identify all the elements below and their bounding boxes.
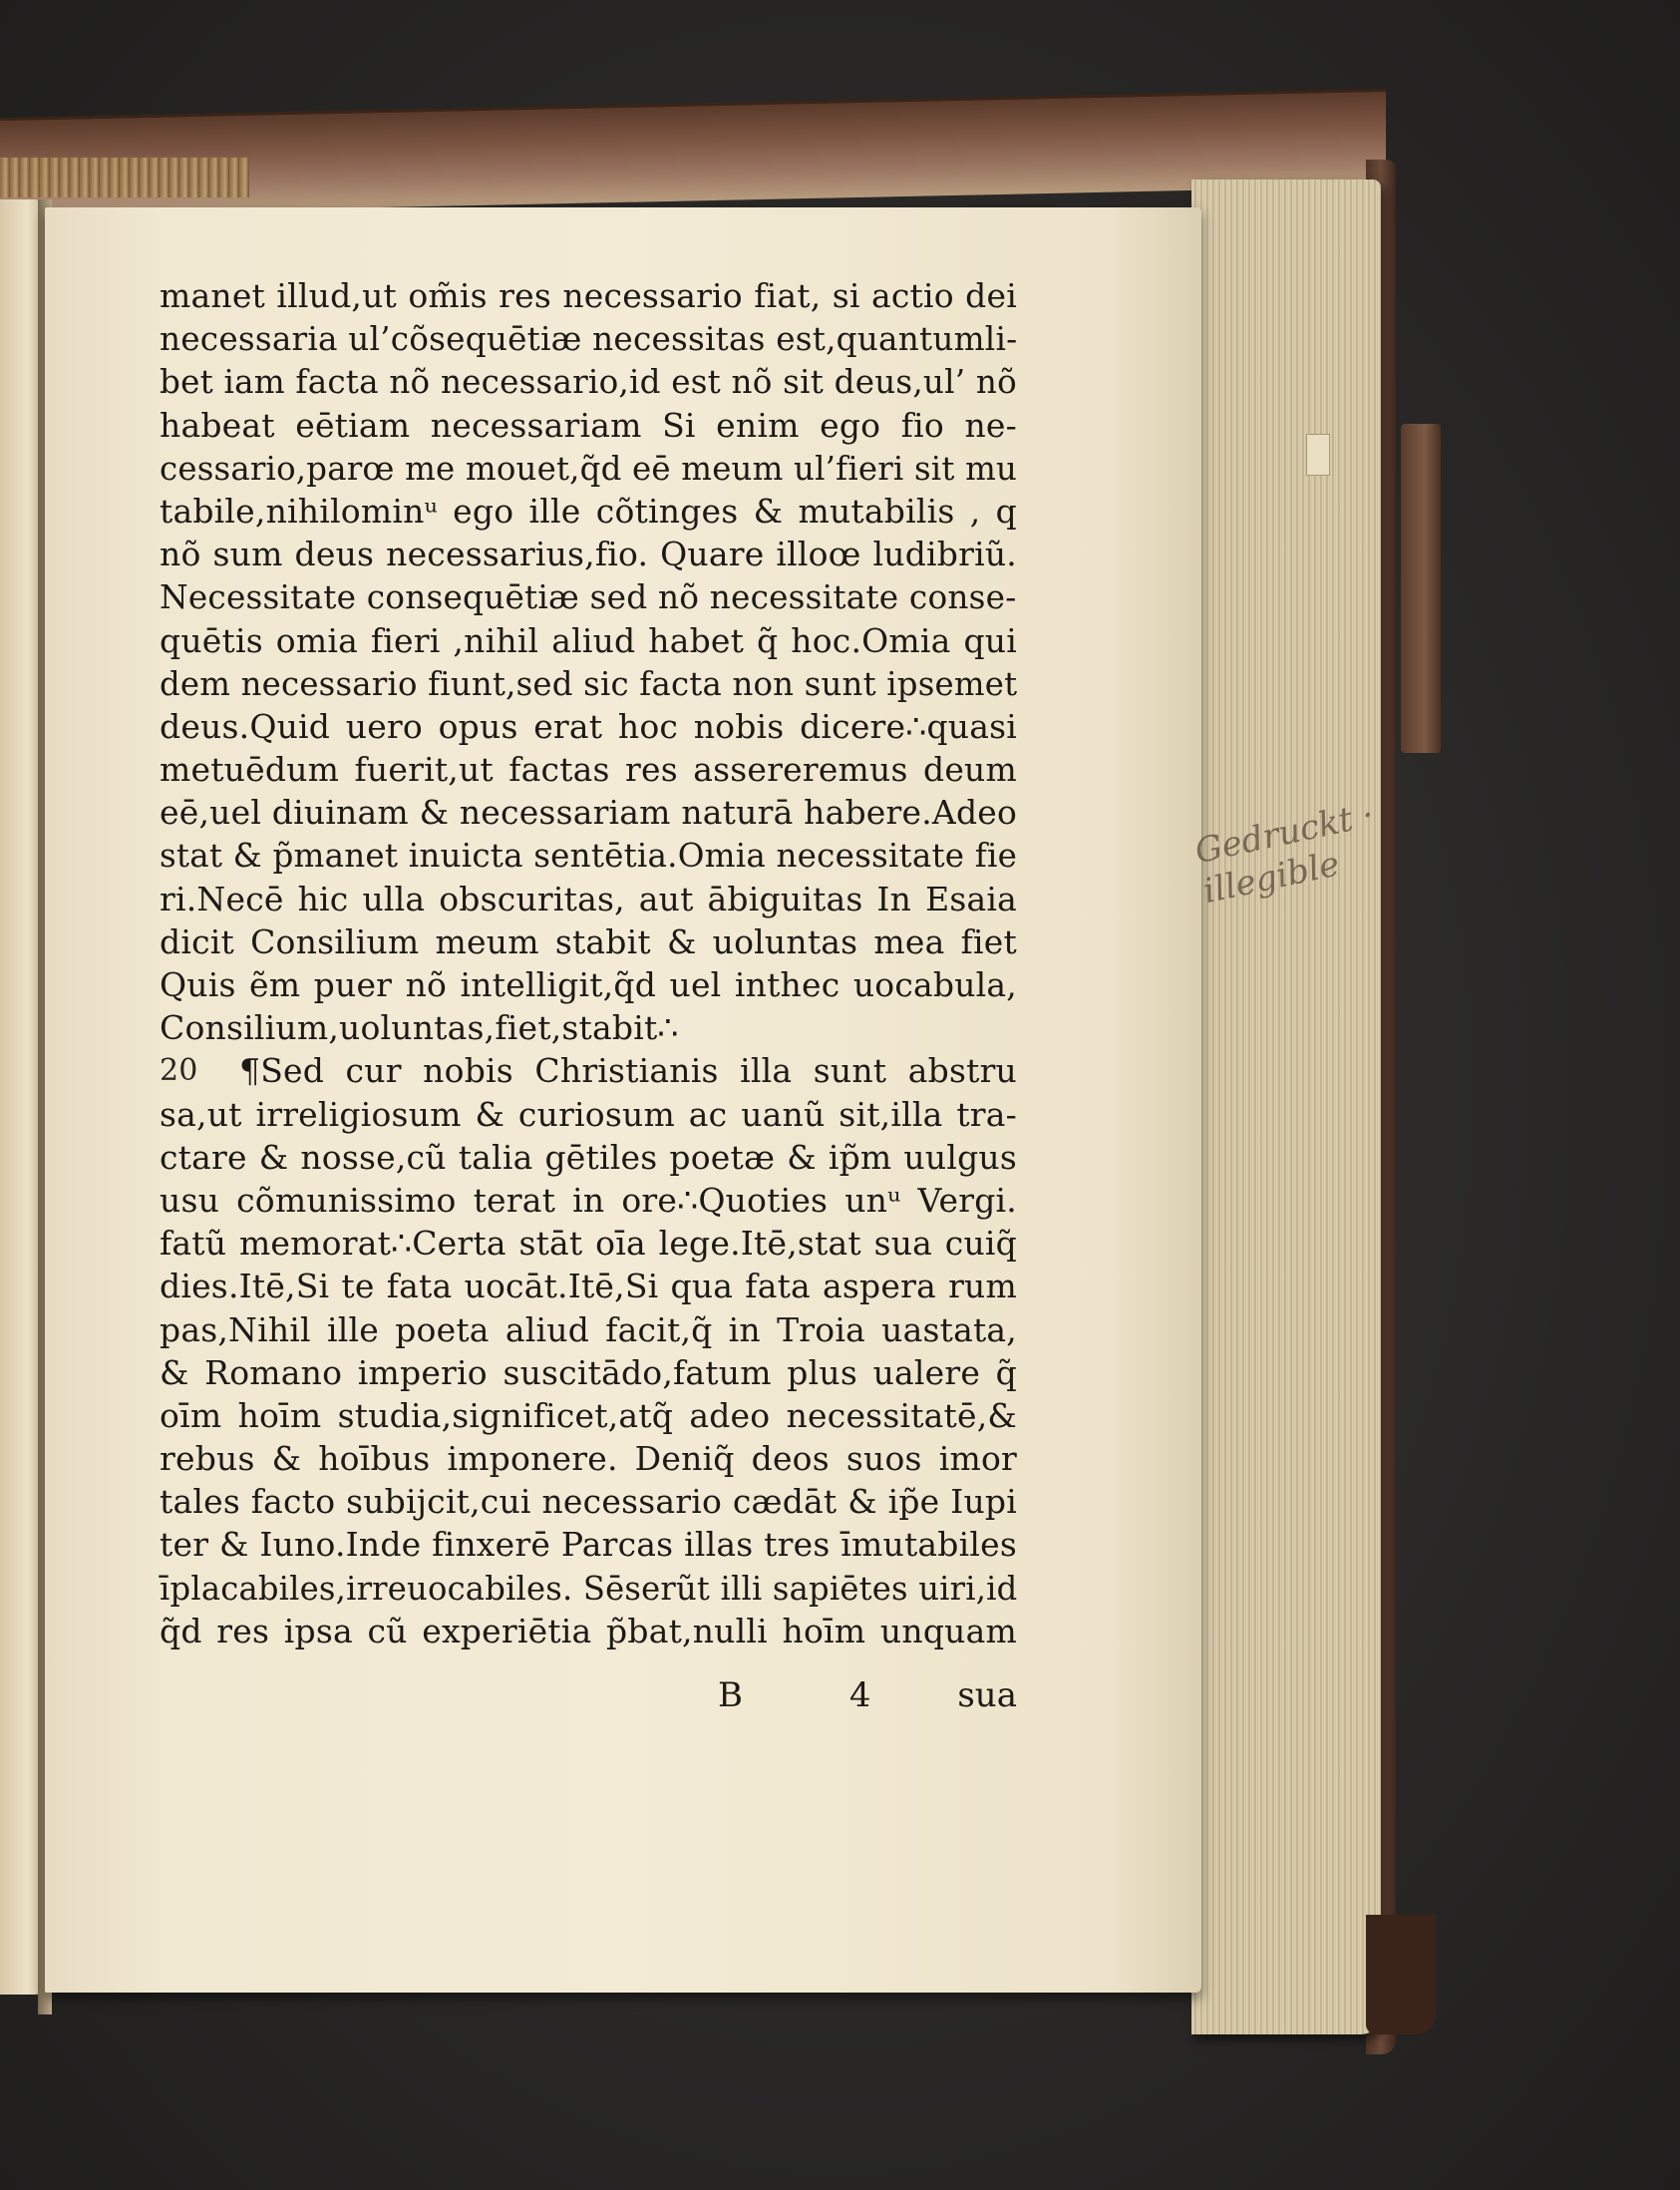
text-line: Necessitate consequētiæ sed nõ necessitate conse‐ bbox=[160, 577, 1017, 617]
text-line: necessaria ul’cõsequētiæ necessitas est,quantumli‐ bbox=[160, 319, 1018, 359]
text-line: usu cõmunissimo terat in ore∴Quoties unᵘ Vergi. bbox=[160, 1180, 1017, 1220]
text-line: eē,uel diuinam & necessariam naturā habere.Adeo bbox=[160, 793, 1018, 833]
text-line: dem necessario fiunt,sed sic facta non sunt ipsemet bbox=[160, 663, 1018, 703]
text-line: & Romano imperio suscitādo,fatum plus ualere q̃ bbox=[160, 1352, 1017, 1392]
leather-clasp-tab bbox=[1401, 424, 1441, 753]
text-line: fatũ memorat∴Certa stāt oīa lege.Itē,stat sua cuiq̃ bbox=[160, 1224, 1017, 1264]
text-line: Consilium,uoluntas,fiet,stabit∴ bbox=[160, 1008, 679, 1048]
text-line: dies.Itē,Si te fata uocāt.Itē,Si qua fata aspera rum bbox=[160, 1267, 1017, 1306]
text-line: ctare & nosse,cũ talia gētiles poetæ & ip̃m uulgus bbox=[160, 1137, 1017, 1177]
text-line: tales facto subijcit,cui necessario cædāt & ip̃e Iupi bbox=[160, 1482, 1017, 1522]
section-number: 20 bbox=[160, 1053, 198, 1089]
text-line: habeat eētiam necessariam Si enim ego fio ne‐ bbox=[160, 405, 1017, 445]
catchword: sua bbox=[957, 1675, 1017, 1715]
text-line: Quis ẽm puer nõ intelligit,q̃d uel inthec uocabula, bbox=[160, 965, 1017, 1004]
headband bbox=[0, 158, 249, 197]
signature-mark: B bbox=[718, 1675, 743, 1715]
text-line: ter & Iuno.Inde finxerē Parcas illas tres īmutabiles bbox=[160, 1525, 1017, 1565]
text-line: deus.Quid uero opus erat hoc nobis dicere∴quasi bbox=[160, 706, 1017, 746]
text-line: rebus & hoībus imponere. Deniq̃ deos suos imor bbox=[160, 1439, 1017, 1479]
cover-corner bbox=[1366, 1915, 1436, 2034]
text-line: īplacabiles,irreuocabiles. Sēserũt illi sapiētes uiri,id bbox=[160, 1568, 1018, 1608]
signature-footer bbox=[718, 1675, 1017, 1715]
text-line: tabile,nihilominᵘ ego ille cõtinges & mutabilis , q bbox=[160, 491, 1017, 531]
text-line: metuēdum fuerit,ut factas res assereremus deum bbox=[160, 750, 1017, 790]
text-line: q̃d res ipsa cũ experiētia p̃bat,nulli hoīm unquam bbox=[160, 1611, 1017, 1650]
text-line: manet illud,ut om̃is res necessario fiat, si actio dei bbox=[160, 276, 1017, 315]
text-line: sa,ut irreligiosum & curiosum ac uanũ sit,illa tra‐ bbox=[160, 1094, 1017, 1134]
text-line: pas,Nihil ille poeta aliud facit,q̃ in Troia uastata, bbox=[160, 1309, 1017, 1349]
text-line: dicit Consilium meum stabit & uoluntas mea fiet bbox=[160, 921, 1017, 961]
paper-index-tab bbox=[1306, 434, 1330, 476]
margin-annotation-text: Gedruckt · illegible bbox=[1191, 795, 1378, 912]
text-line: nõ sum deus necessarius,fio. Quare illoœ ludibriũ. bbox=[160, 535, 1017, 574]
signature-number: 4 bbox=[848, 1675, 871, 1715]
page-fore-edge bbox=[1191, 180, 1381, 2034]
section-line-text: ¶Sed cur nobis Christianis illa sunt abstru bbox=[239, 1051, 1017, 1091]
page-text-block bbox=[160, 274, 1017, 1652]
text-line: ri.Necē hic ulla obscuritas, aut ābiguitas In Esaia bbox=[160, 879, 1017, 918]
text-line: stat & p̃manet inuicta sentētia.Omia necessitate fie bbox=[160, 836, 1018, 876]
text-line: oīm hoīm studia,significet,atq̃ adeo necessitatē,& bbox=[160, 1395, 1017, 1435]
text-line: quētis omia fieri ,nihil aliud habet q̃ hoc.Omia qui bbox=[160, 620, 1017, 660]
text-line: cessario,parœ me mouet,q̃d eē meum ul’fieri sit mu bbox=[160, 448, 1018, 488]
text-line: bet iam facta nõ necessario,id est nõ sit deus,ul’ nõ bbox=[160, 362, 1017, 402]
section-first-line bbox=[160, 1049, 1017, 1092]
